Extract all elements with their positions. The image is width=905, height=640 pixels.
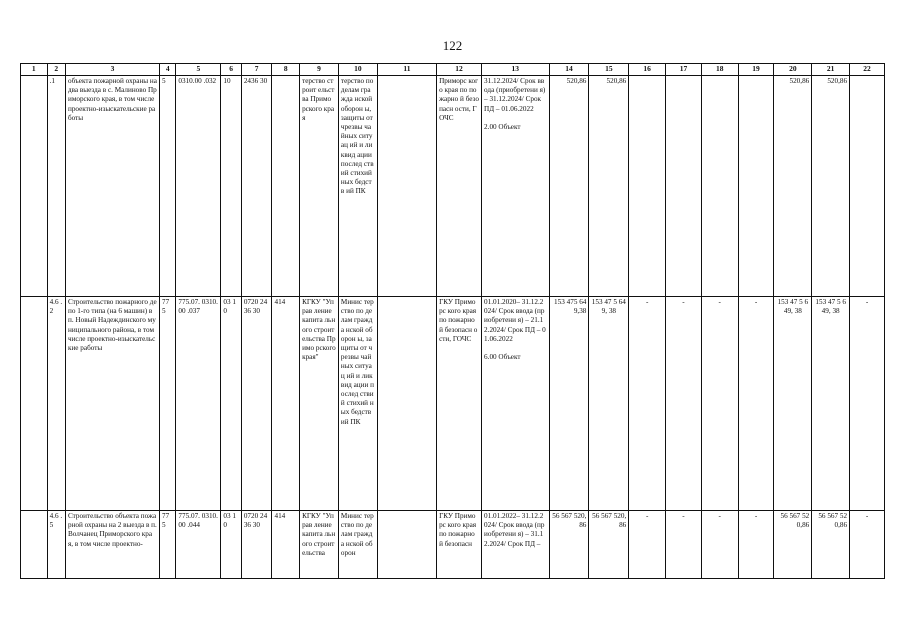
- table-cell: 520,86: [589, 76, 629, 297]
- column-header: 21: [812, 64, 850, 76]
- table-cell: 775.07. 0310.00 .037: [176, 297, 221, 511]
- table-cell: -: [701, 297, 738, 511]
- table-cell: Строительство объекта пожарной охраны на 2 выезда в п. Волчанец Приморского края, в том числе проектно-: [65, 511, 159, 579]
- table-cell: объекта пожарной охраны на два выезда в с. Малиново Приморского края, в том числе проектно-изыскательские работы: [65, 76, 159, 297]
- table-cell: 77 5: [160, 511, 176, 579]
- table-cell: 414: [272, 511, 300, 579]
- table-cell: 77 5: [160, 297, 176, 511]
- table-cell: .1: [47, 76, 65, 297]
- table-cell: 10: [221, 76, 241, 297]
- column-header: 2: [47, 64, 65, 76]
- table-cell: [629, 76, 666, 297]
- table-cell: -: [666, 511, 702, 579]
- table-cell: 56 567 520,86: [549, 511, 589, 579]
- page-number: 122: [442, 38, 463, 53]
- column-header: 11: [377, 64, 436, 76]
- table-cell: -: [629, 511, 666, 579]
- table-cell: 01.01.2022– 31.12.2024/ Срок ввода (приобретени я) – 31.12.2024/ Срок ПД –: [482, 511, 549, 579]
- table-cell: [21, 511, 48, 579]
- column-header: 10: [338, 64, 377, 76]
- table-cell: 153 47 5 649, 38: [589, 297, 629, 511]
- table-cell: 03 10: [221, 297, 241, 511]
- column-header: 9: [300, 64, 339, 76]
- table-cell: Строительство пожарного депо 1-го типа (на 6 машин) в п. Новый Надеждинского муниципального района, в том числе проектно-изыскательские работы: [65, 297, 159, 511]
- table-cell: -: [850, 511, 885, 579]
- column-header: 20: [774, 64, 812, 76]
- table-cell: 5: [160, 76, 176, 297]
- column-header: 7: [241, 64, 272, 76]
- table-cell: 153 475 649,38: [549, 297, 589, 511]
- table-cell: [850, 76, 885, 297]
- table-cell: [701, 76, 738, 297]
- table-cell: -: [629, 297, 666, 511]
- column-header: 3: [65, 64, 159, 76]
- table-cell: 0310.00 .032: [176, 76, 221, 297]
- table-cell: 520,86: [812, 76, 850, 297]
- table-cell: 775.07. 0310.00 .044: [176, 511, 221, 579]
- table-cell: Минис терство по делам гражда нской оборон ы, защиты от чрезвы чайных ситуац ий и ликвид ации послед ствий стихий ных бедств ий ПК: [338, 297, 377, 511]
- table-cell: 520,86: [549, 76, 589, 297]
- table-cell: 4.6 .2: [47, 297, 65, 511]
- table-cell: -: [850, 297, 885, 511]
- table-cell: [738, 76, 774, 297]
- column-header: 4: [160, 64, 176, 76]
- table-cell: 414: [272, 297, 300, 511]
- table-cell: 2436 30: [241, 76, 272, 297]
- table-cell: КГКУ "Управ ление капита льного строит ельства: [300, 511, 339, 579]
- table-cell: 01.01.2020– 31.12.2024/ Срок ввода (приобретени я) – 21.12.2024/ Срок ПД – 01.06.2022 6.00 Объект: [482, 297, 549, 511]
- column-header: 6: [221, 64, 241, 76]
- column-header: 1: [21, 64, 48, 76]
- table-cell: 0720 2436 30: [241, 511, 272, 579]
- table-cell: ГКУ Приморс кого края по пожарно й безопасн ости, ГОЧС: [437, 297, 482, 511]
- column-header: 16: [629, 64, 666, 76]
- table-cell: -: [738, 297, 774, 511]
- table-cell: [21, 297, 48, 511]
- table-cell: [666, 76, 702, 297]
- table-cell: терство строит ельства Примо рского края: [300, 76, 339, 297]
- column-header: 8: [272, 64, 300, 76]
- table-cell: -: [701, 511, 738, 579]
- table-cell: 03 10: [221, 511, 241, 579]
- table-cell: [272, 76, 300, 297]
- table-cell: 56 567 520,86: [589, 511, 629, 579]
- budget-table: [20, 63, 885, 579]
- column-number-row: [21, 64, 885, 76]
- column-header: 12: [437, 64, 482, 76]
- table-cell: терство по делам гражда нской оборон ы, защиты от чрезвы чайных ситуац ий и ликвид ации послед ствий стихий ных бедств ий ПК: [338, 76, 377, 297]
- table-cell: [21, 76, 48, 297]
- column-header: 15: [589, 64, 629, 76]
- table-row: [21, 76, 885, 297]
- table-cell: 520,86: [774, 76, 812, 297]
- table-cell: 4.6 .5: [47, 511, 65, 579]
- table-cell: -: [738, 511, 774, 579]
- table-cell: 0720 2436 30: [241, 297, 272, 511]
- table-cell: 153 47 5 649, 38: [812, 297, 850, 511]
- table-cell: 56 567 520,86: [812, 511, 850, 579]
- table-cell: ГКУ Приморс кого края по пожарно й безопасн: [437, 511, 482, 579]
- column-header: 22: [850, 64, 885, 76]
- table-cell: Приморс кого края по пожарно й безопасн ости, ГОЧС: [437, 76, 482, 297]
- table-cell: -: [666, 297, 702, 511]
- column-header: 14: [549, 64, 589, 76]
- table-cell: 31.12.2024/ Срок ввода (приобретени я) – 31.12.2024/ Срок ПД – 01.06.2022 2.00 Объект: [482, 76, 549, 297]
- table-cell: Минис терство по делам гражда нской оборон: [338, 511, 377, 579]
- table-row: [21, 297, 885, 511]
- table-cell: 153 47 5 649, 38: [774, 297, 812, 511]
- table-row: [21, 511, 885, 579]
- column-header: 18: [701, 64, 738, 76]
- column-header: 19: [738, 64, 774, 76]
- table-cell: КГКУ "Управ ление капита льного строит ельства Примо рского края": [300, 297, 339, 511]
- column-header: 5: [176, 64, 221, 76]
- column-header: 13: [482, 64, 549, 76]
- table-cell: [377, 76, 436, 297]
- table-cell: [377, 511, 436, 579]
- table-cell: [377, 297, 436, 511]
- table-cell: 56 567 520,86: [774, 511, 812, 579]
- column-header: 17: [666, 64, 702, 76]
